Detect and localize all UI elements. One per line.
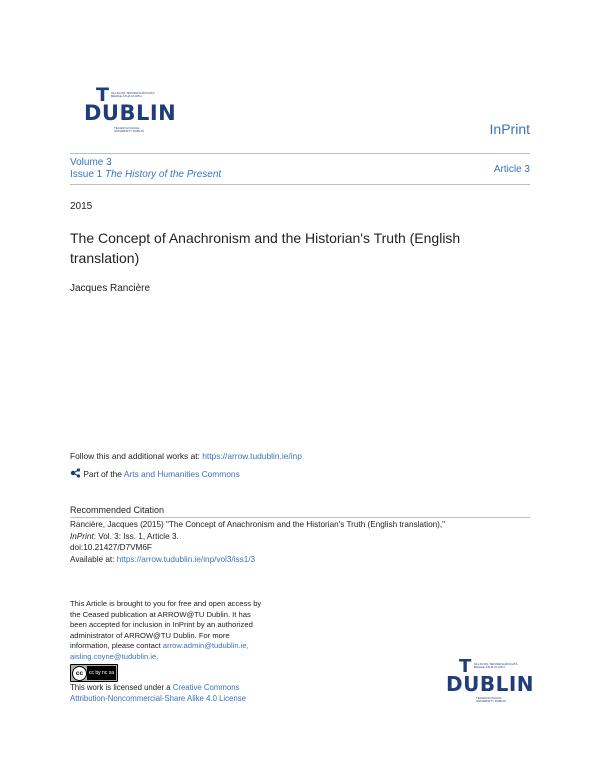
logo-tagline-bottom [114,127,164,134]
logo-tagline-line: BHAILE ÁTHA CLIATH [474,665,505,670]
article-number[interactable]: Article 3 [493,164,530,175]
access-line: administrator of ARROW@TU Dublin. For more [70,630,230,640]
author-name: Jacques Rancière [70,283,151,294]
license-line-1 [70,683,330,694]
tu-dublin-logo-bottom [446,656,535,706]
article-title: The Concept of Anachronism and the Historian's Truth (English translation) [70,230,461,266]
logo-top-letter: T [96,84,109,106]
issue-number: Issue 1 [70,169,103,180]
contact-email-2[interactable]: aisling.coyne@tudublin.ie. [70,651,159,661]
logo-tagline-line: UNIVERSITY DUBLIN [476,699,506,704]
issue-title: The History of the Present [105,169,222,180]
access-line: been accepted for inclusion in InPrint by an authorized [70,620,253,630]
license-link-1[interactable]: Creative Commons [172,683,240,692]
publication-year: 2015 [70,201,93,212]
citation-journal: InPrint [70,531,94,541]
logo-bottom-tagline-top [474,663,526,670]
logo-tagline-line: OLLSCOIL TEICNEOLAÍOCHTA [111,91,155,95]
logo-wordmark: DUBLIN [84,101,177,125]
contact-prefix: information, please contact [70,641,163,651]
logo-bottom-tagline-bottom [476,697,528,704]
contact-email-1[interactable]: arrow.admin@tudublin.ie, [162,641,249,651]
access-line: This Article is brought to you for free and open access by [70,599,262,608]
citation-volume: : Vol. 3: Iss. 1, Article 3. [93,531,179,541]
license-note [70,683,330,704]
tu-dublin-logo-top [84,84,177,136]
cc-badge-text: cc by nc sa [87,666,116,680]
logo-tagline-line: OLLSCOIL TEICNEOLAÍOCHTA [474,662,518,666]
available-label: Available at: [70,554,117,564]
part-of-prefix: Part of the [83,469,124,479]
network-icon [70,468,81,478]
logo-tagline-line: TECHNOLOGICAL [114,126,140,130]
logo-bottom-wordmark: DUBLIN [446,672,535,696]
logo-tagline-line: UNIVERSITY DUBLIN [114,129,144,134]
access-line: the Ceased publication at ARROW@TU Dublin. It has [70,609,251,619]
access-note [70,599,310,663]
issue-line[interactable] [70,169,221,180]
journal-name[interactable]: InPrint [489,121,530,137]
volume-link[interactable]: Volume 3 [70,157,112,168]
logo-tagline-top [111,92,161,99]
access-line-email [70,652,310,663]
available-url[interactable]: https://arrow.tudublin.ie/inp/vol3/iss1/3 [116,554,256,564]
issue-divider [70,184,530,185]
follow-url[interactable]: https://arrow.tudublin.ie/inp [202,451,302,461]
logo-tagline-line: TECHNOLOGICAL [476,696,502,700]
citation-doi: doi:10.21427/D7VM6F [70,543,152,552]
license-prefix: This work is licensed under a [70,683,173,692]
license-line-2 [70,694,330,705]
header-divider [70,153,530,154]
citation-available [70,554,540,566]
follow-text: Follow this and additional works at: [70,451,203,461]
follow-line [70,451,302,462]
access-line-contact [70,641,310,652]
logo-bottom-letter: T [459,656,472,677]
citation-divider [70,517,530,518]
citation-heading: Recommended Citation [70,505,165,515]
citation-line-2 [70,531,540,543]
logo-tagline-line: BHAILE ÁTHA CLIATH [111,94,142,99]
citation-block [70,519,540,565]
cc-icon: cc [72,666,87,681]
commons-link[interactable]: Arts and Humanities Commons [123,469,240,479]
license-link-2[interactable]: Attribution-Noncommercial-Share Alike 4.0 License [70,693,246,703]
part-of-line [70,468,240,480]
creative-commons-badge[interactable] [70,664,118,682]
citation-line-1: Rancière, Jacques (2015) "The Concept of Anachronism and the Historian's Truth (English translation)," [70,520,446,529]
